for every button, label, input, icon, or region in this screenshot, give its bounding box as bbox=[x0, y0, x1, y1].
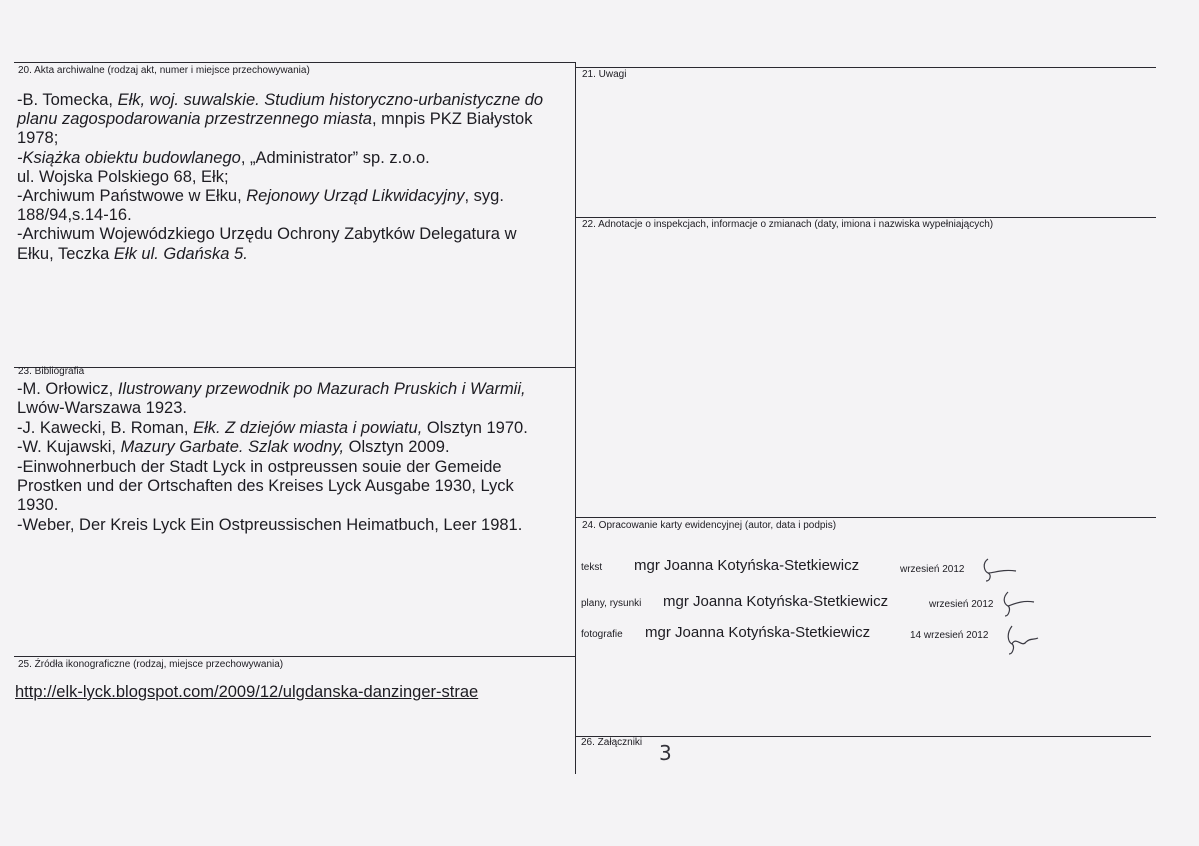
bibliography-line bbox=[17, 438, 450, 458]
bibliography-text-run: Lwów-Warszawa 1923. bbox=[17, 399, 187, 418]
archival-record-text-run: ul. Wojska Polskiego 68, Ełk; bbox=[17, 167, 229, 186]
bibliography-text-run: -J. Kawecki, B. Roman, bbox=[17, 418, 194, 437]
section-24-header: 24. Opracowanie karty ewidencyjnej (autor, data i podpis) bbox=[582, 520, 837, 531]
attachments-count: 3 bbox=[659, 741, 672, 765]
archival-record-text-run: Ełk, woj. suwalskie. Studium historyczno-urbanistyczne do bbox=[117, 91, 544, 109]
iconographic-source-link[interactable]: http://elk-lyck.blogspot.com/2009/12/ulgdanska-danzinger-strae bbox=[15, 683, 479, 701]
archival-record-text-run: -B. Tomecka, bbox=[17, 91, 118, 109]
bibliography-line bbox=[17, 516, 522, 536]
section-23-header: 23. Bibliografia bbox=[18, 366, 85, 377]
signature-2 bbox=[998, 590, 1038, 620]
bibliography-text-run: -W. Kujawski, bbox=[17, 438, 121, 457]
section-26-header: 26. Załączniki bbox=[581, 737, 643, 748]
archival-record-text-run: -Archiwum Państwowe w Ełku, bbox=[17, 187, 247, 205]
archival-record-line bbox=[17, 110, 532, 130]
section-20-header: 20. Akta archiwalne (rodzaj akt, numer i miejsce przechowywania) bbox=[18, 65, 310, 76]
bibliography-text-run: Olsztyn 2009. bbox=[344, 438, 450, 457]
archival-record-line bbox=[17, 149, 430, 169]
archival-record-text-run: , „Administrator” sp. z.o.o. bbox=[240, 148, 430, 167]
rule-section-22 bbox=[576, 217, 1156, 218]
signature-1 bbox=[980, 555, 1020, 585]
authorship-row-plans-label: plany, rysunki bbox=[581, 598, 642, 609]
bibliography-text-run: Ilustrowany przewodnik po Mazurach Pruskich i Warmii, bbox=[117, 380, 526, 398]
bibliography-line bbox=[17, 496, 58, 516]
bibliography-text-run: -Einwohnerbuch der Stadt Lyck in ostpreussen souie der Gemeide bbox=[17, 457, 502, 476]
rule-section-24 bbox=[576, 517, 1156, 518]
bibliography-text-run: 1930. bbox=[17, 496, 59, 515]
archival-record-line bbox=[17, 245, 248, 265]
authorship-row-text-name: mgr Joanna Kotyńska-Stetkiewicz bbox=[634, 557, 860, 574]
center-divider bbox=[575, 62, 576, 774]
archival-record-text-run: , mnpis PKZ Białystok bbox=[371, 110, 533, 129]
archival-record-line bbox=[17, 206, 132, 226]
archival-record-text-run: Rejonowy Urząd Likwidacyjny bbox=[246, 187, 465, 205]
archival-record-line bbox=[17, 225, 516, 245]
archival-record-line bbox=[17, 168, 229, 188]
bibliography-text-run: Prostken und der Ortschaften des Kreises Lyck Ausgabe 1930, Lyck bbox=[17, 477, 514, 495]
bibliography-text-run: Olsztyn 1970. bbox=[422, 418, 528, 437]
top-rule-left bbox=[14, 62, 576, 63]
section-21-header: 21. Uwagi bbox=[582, 69, 627, 80]
rule-section-25 bbox=[14, 656, 576, 657]
authorship-row-text-label: tekst bbox=[581, 562, 603, 573]
section-22-header: 22. Adnotacje o inspekcjach, informacje o zmianach (daty, imiona i nazwiska wypełniających) bbox=[582, 219, 994, 230]
authorship-row-photos-name: mgr Joanna Kotyńska-Stetkiewicz bbox=[645, 624, 871, 641]
rule-section-26 bbox=[576, 736, 1151, 737]
bibliography-line bbox=[17, 419, 528, 439]
rule-section-23 bbox=[14, 367, 576, 368]
bibliography-text-run: -Weber, Der Kreis Lyck Ein Ostpreussischen Heimatbuch, Leer 1981. bbox=[17, 515, 523, 534]
section-25-header: 25. Źródła ikonograficzne (rodzaj, miejsce przechowywania) bbox=[18, 659, 284, 670]
archival-record-text-run: , syg. bbox=[464, 187, 504, 205]
archival-record-line bbox=[17, 129, 58, 149]
archival-record-text-run: -Archiwum Wojewódzkiego Urzędu Ochrony Zabytków Delegatura w bbox=[17, 225, 517, 244]
authorship-row-plans-date: wrzesień 2012 bbox=[929, 599, 994, 610]
archival-record-text-run: Ełku, Teczka bbox=[17, 244, 114, 263]
bibliography-line bbox=[17, 380, 526, 400]
authorship-row-text-date: wrzesień 2012 bbox=[900, 564, 965, 575]
authorship-row-plans-name: mgr Joanna Kotyńska-Stetkiewicz bbox=[663, 593, 889, 610]
top-rule-right bbox=[576, 67, 1156, 68]
bibliography-text-run: -M. Orłowicz, bbox=[17, 380, 118, 398]
bibliography-text-run: Mazury Garbate. Szlak wodny, bbox=[120, 438, 345, 457]
archival-record-line bbox=[17, 187, 504, 207]
archival-record-text-run: 188/94,s.14-16. bbox=[17, 206, 132, 225]
authorship-row-photos-date: 14 wrzesień 2012 bbox=[910, 630, 989, 641]
bibliography-line bbox=[17, 458, 502, 478]
archival-record-text-run: Ełk ul. Gdańska 5. bbox=[113, 244, 248, 263]
archival-record-text-run: -Książka obiektu budowlanego bbox=[17, 148, 241, 167]
archival-record-line bbox=[17, 91, 543, 111]
bibliography-text-run: Ełk. Z dziejów miasta i powiatu, bbox=[193, 418, 423, 437]
bibliography-line bbox=[17, 399, 187, 419]
bibliography-line bbox=[17, 477, 514, 497]
archival-record-text-run: 1978; bbox=[17, 129, 59, 148]
archival-record-text-run: planu zagospodarowania przestrzennego miasta bbox=[17, 110, 372, 129]
signature-3 bbox=[1002, 624, 1042, 658]
authorship-row-photos-label: fotografie bbox=[581, 629, 623, 640]
